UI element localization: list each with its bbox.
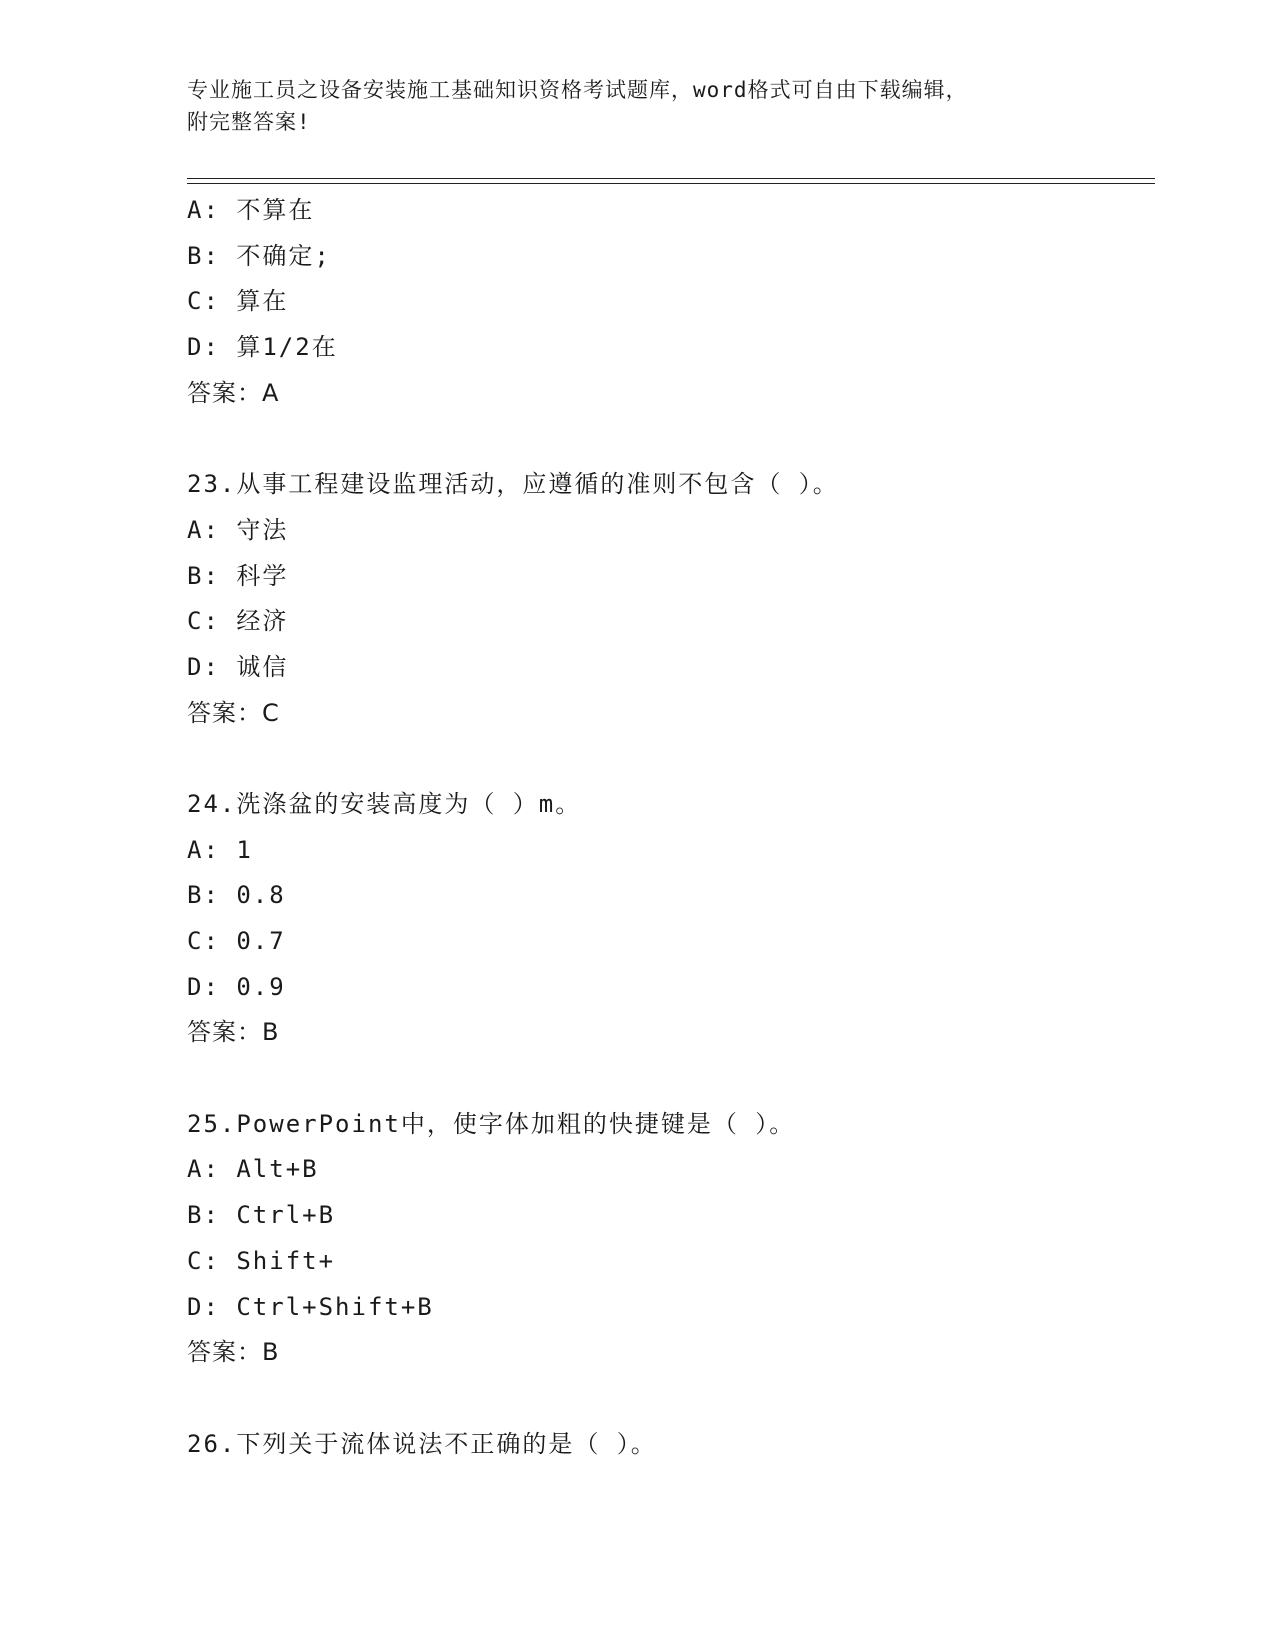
answer-line: 答案：B xyxy=(187,1338,280,1367)
option-c: C: 算在 xyxy=(187,287,289,316)
question-text: 26.下列关于流体说法不正确的是（ ）。 xyxy=(187,1429,657,1458)
option-d: D: 诚信 xyxy=(187,652,289,681)
question-text: 25.PowerPoint中，使字体加粗的快捷键是（ ）。 xyxy=(187,1109,796,1138)
option-d: D: Ctrl+Shift+B xyxy=(187,1292,434,1321)
option-a: A: 不算在 xyxy=(187,196,315,224)
question-block xyxy=(187,188,1147,416)
option-c: C: 经济 xyxy=(187,607,289,636)
option-b: B: 0.8 xyxy=(187,881,286,910)
question-text: 24.洗涤盆的安装高度为（ ）m。 xyxy=(187,789,582,818)
question-list xyxy=(187,188,1147,1467)
answer-line: 答案：C xyxy=(187,698,280,727)
spacer xyxy=(187,1376,1147,1422)
option-a: A: 守法 xyxy=(187,515,289,544)
option-d: D: 0.9 xyxy=(187,972,286,1001)
option-c: C: Shift+ xyxy=(187,1246,336,1275)
question-block xyxy=(187,1102,1147,1376)
header-divider-top xyxy=(187,178,1155,179)
answer-line: 答案：A xyxy=(187,378,280,407)
question-block xyxy=(187,1422,1147,1468)
spacer xyxy=(187,1056,1147,1102)
option-a: A: 1 xyxy=(187,835,253,864)
answer-line: 答案：B xyxy=(187,1018,280,1047)
header-line-2: 附完整答案! xyxy=(187,110,311,134)
option-d: D: 算1/2在 xyxy=(187,333,338,362)
option-b: B: Ctrl+B xyxy=(187,1201,336,1230)
question-block xyxy=(187,782,1147,1056)
option-b: B: 不确定; xyxy=(187,241,331,270)
question-text: 23.从事工程建设监理活动，应遵循的准则不包含（ ）。 xyxy=(187,470,839,499)
question-block xyxy=(187,462,1147,736)
spacer xyxy=(187,736,1147,782)
document-header xyxy=(187,74,1087,138)
option-a: A: Alt+B xyxy=(187,1155,319,1184)
header-line-1: 专业施工员之设备安装施工基础知识资格考试题库，word格式可自由下载编辑， xyxy=(187,78,968,102)
spacer xyxy=(187,416,1147,462)
header-divider-bottom xyxy=(187,183,1155,184)
option-b: B: 科学 xyxy=(187,561,289,590)
option-c: C: 0.7 xyxy=(187,927,286,955)
